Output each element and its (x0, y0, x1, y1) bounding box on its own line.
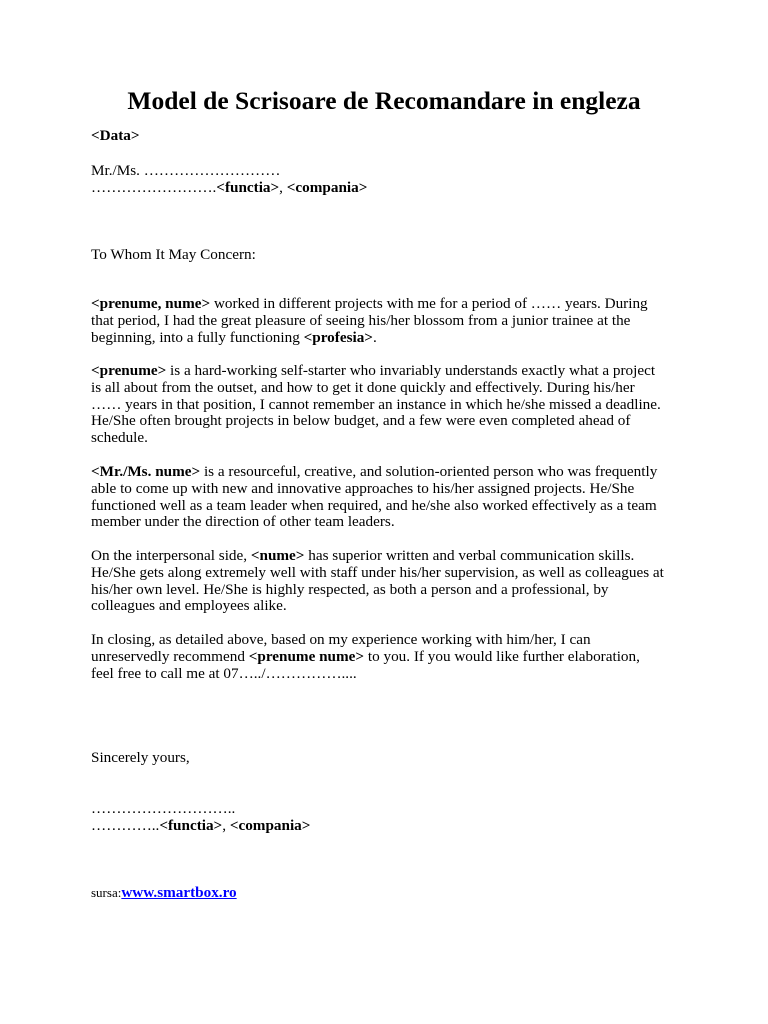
text-run: , (222, 816, 230, 834)
text-run: colleagues and employees alike. (91, 597, 287, 615)
text-line (91, 514, 657, 531)
text-run: Mr./Ms. ……………………… (91, 162, 281, 179)
paragraph-3 (91, 464, 657, 531)
text-line (91, 413, 661, 430)
text-line (91, 180, 367, 197)
text-run: his/her own level. He/She is highly respected, as both a person and a professional, by (91, 580, 609, 598)
text-line (91, 313, 648, 330)
text-run: able to come up with new and innovative approaches to his/her assigned projects. He/She (91, 479, 635, 497)
paragraph-4 (91, 548, 664, 615)
text-line (91, 801, 310, 818)
placeholder-text: <functia> (216, 178, 280, 196)
text-run: ……………………….. (91, 800, 236, 817)
signature-block (91, 801, 310, 835)
paragraph-1 (91, 296, 648, 346)
text-line (91, 380, 661, 397)
source-line (91, 885, 237, 902)
text-run: that period, I had the great pleasure of seeing his/her blossom from a junior trainee at the (91, 311, 631, 329)
text-run: On the interpersonal side, (91, 547, 251, 564)
text-run: , (279, 178, 287, 196)
text-run: . (372, 328, 377, 346)
text-line (91, 598, 664, 615)
placeholder-text: <nume> (250, 547, 305, 564)
text-run: worked in different projects with me for a period of …… years. During (210, 295, 648, 312)
placeholder-text: <prenume> (91, 362, 167, 379)
text-run: is all about from the outset, and how to get it done quickly and effectively. During his/her (91, 378, 635, 396)
paragraph-5 (91, 632, 640, 682)
text-run: He/She often brought projects in below budget, and a few were even completed ahead of (91, 412, 631, 430)
text-line (91, 649, 640, 666)
text-line (91, 430, 661, 447)
text-run: ……………………. (91, 178, 217, 196)
text-line (91, 818, 310, 835)
placeholder-text: <compania> (229, 816, 311, 834)
placeholder-text: <prenume nume> (248, 647, 365, 665)
text-line (91, 582, 664, 599)
source-link[interactable]: www.smartbox.ro (121, 884, 237, 901)
placeholder-text: <compania> (286, 178, 368, 196)
text-line (91, 330, 648, 347)
text-line (91, 548, 664, 565)
placeholder-text: <profesia> (303, 328, 373, 346)
source-label: sursa: (91, 885, 122, 900)
paragraph-2 (91, 363, 661, 447)
text-line (91, 464, 657, 481)
page-title: Model de Scrisoare de Recomandare in engleza (127, 86, 641, 115)
placeholder-text: <Mr./Ms. nume> (91, 463, 201, 480)
text-run: functioned well as a team leader when required, and he/she also worked effectively as a team (91, 496, 657, 514)
text-run: is a hard-working self-starter who invariably understands exactly what a project (166, 362, 656, 379)
text-line (91, 632, 640, 649)
text-run: schedule. (91, 429, 148, 447)
text-line (91, 666, 640, 683)
text-line (91, 363, 661, 380)
text-run: unreservedly recommend (91, 647, 249, 665)
date-placeholder: <Data> (91, 127, 140, 144)
text-run: …… years in that position, I cannot remember an instance in which he/she missed a deadline. (91, 395, 661, 413)
text-run: feel free to call me at 07…../…………….... (91, 664, 357, 682)
recipient-block (91, 163, 367, 197)
text-line (91, 565, 664, 582)
text-run: In closing, as detailed above, based on my experience working with him/her, I can (91, 631, 591, 648)
salutation: To Whom It May Concern: (91, 246, 256, 263)
placeholder-text: <functia> (159, 816, 223, 834)
placeholder-text: <prenume, nume> (91, 295, 211, 312)
text-run: member under the direction of other team leaders. (91, 513, 395, 531)
text-run: beginning, into a fully functioning (91, 328, 304, 346)
text-line (91, 163, 367, 180)
text-line (91, 481, 657, 498)
text-run: has superior written and verbal communication skills. (304, 547, 635, 564)
text-run: He/She gets along extremely well with staff under his/her supervision, as well as colleagues at (91, 563, 664, 581)
text-run: is a resourceful, creative, and solution-oriented person who was frequently (200, 463, 658, 480)
text-line (91, 296, 648, 313)
text-run: to you. If you would like further elaboration, (364, 647, 640, 665)
text-line (91, 498, 657, 515)
text-line (91, 397, 661, 414)
text-run: ………….. (91, 816, 160, 834)
closing: Sincerely yours, (91, 749, 190, 766)
